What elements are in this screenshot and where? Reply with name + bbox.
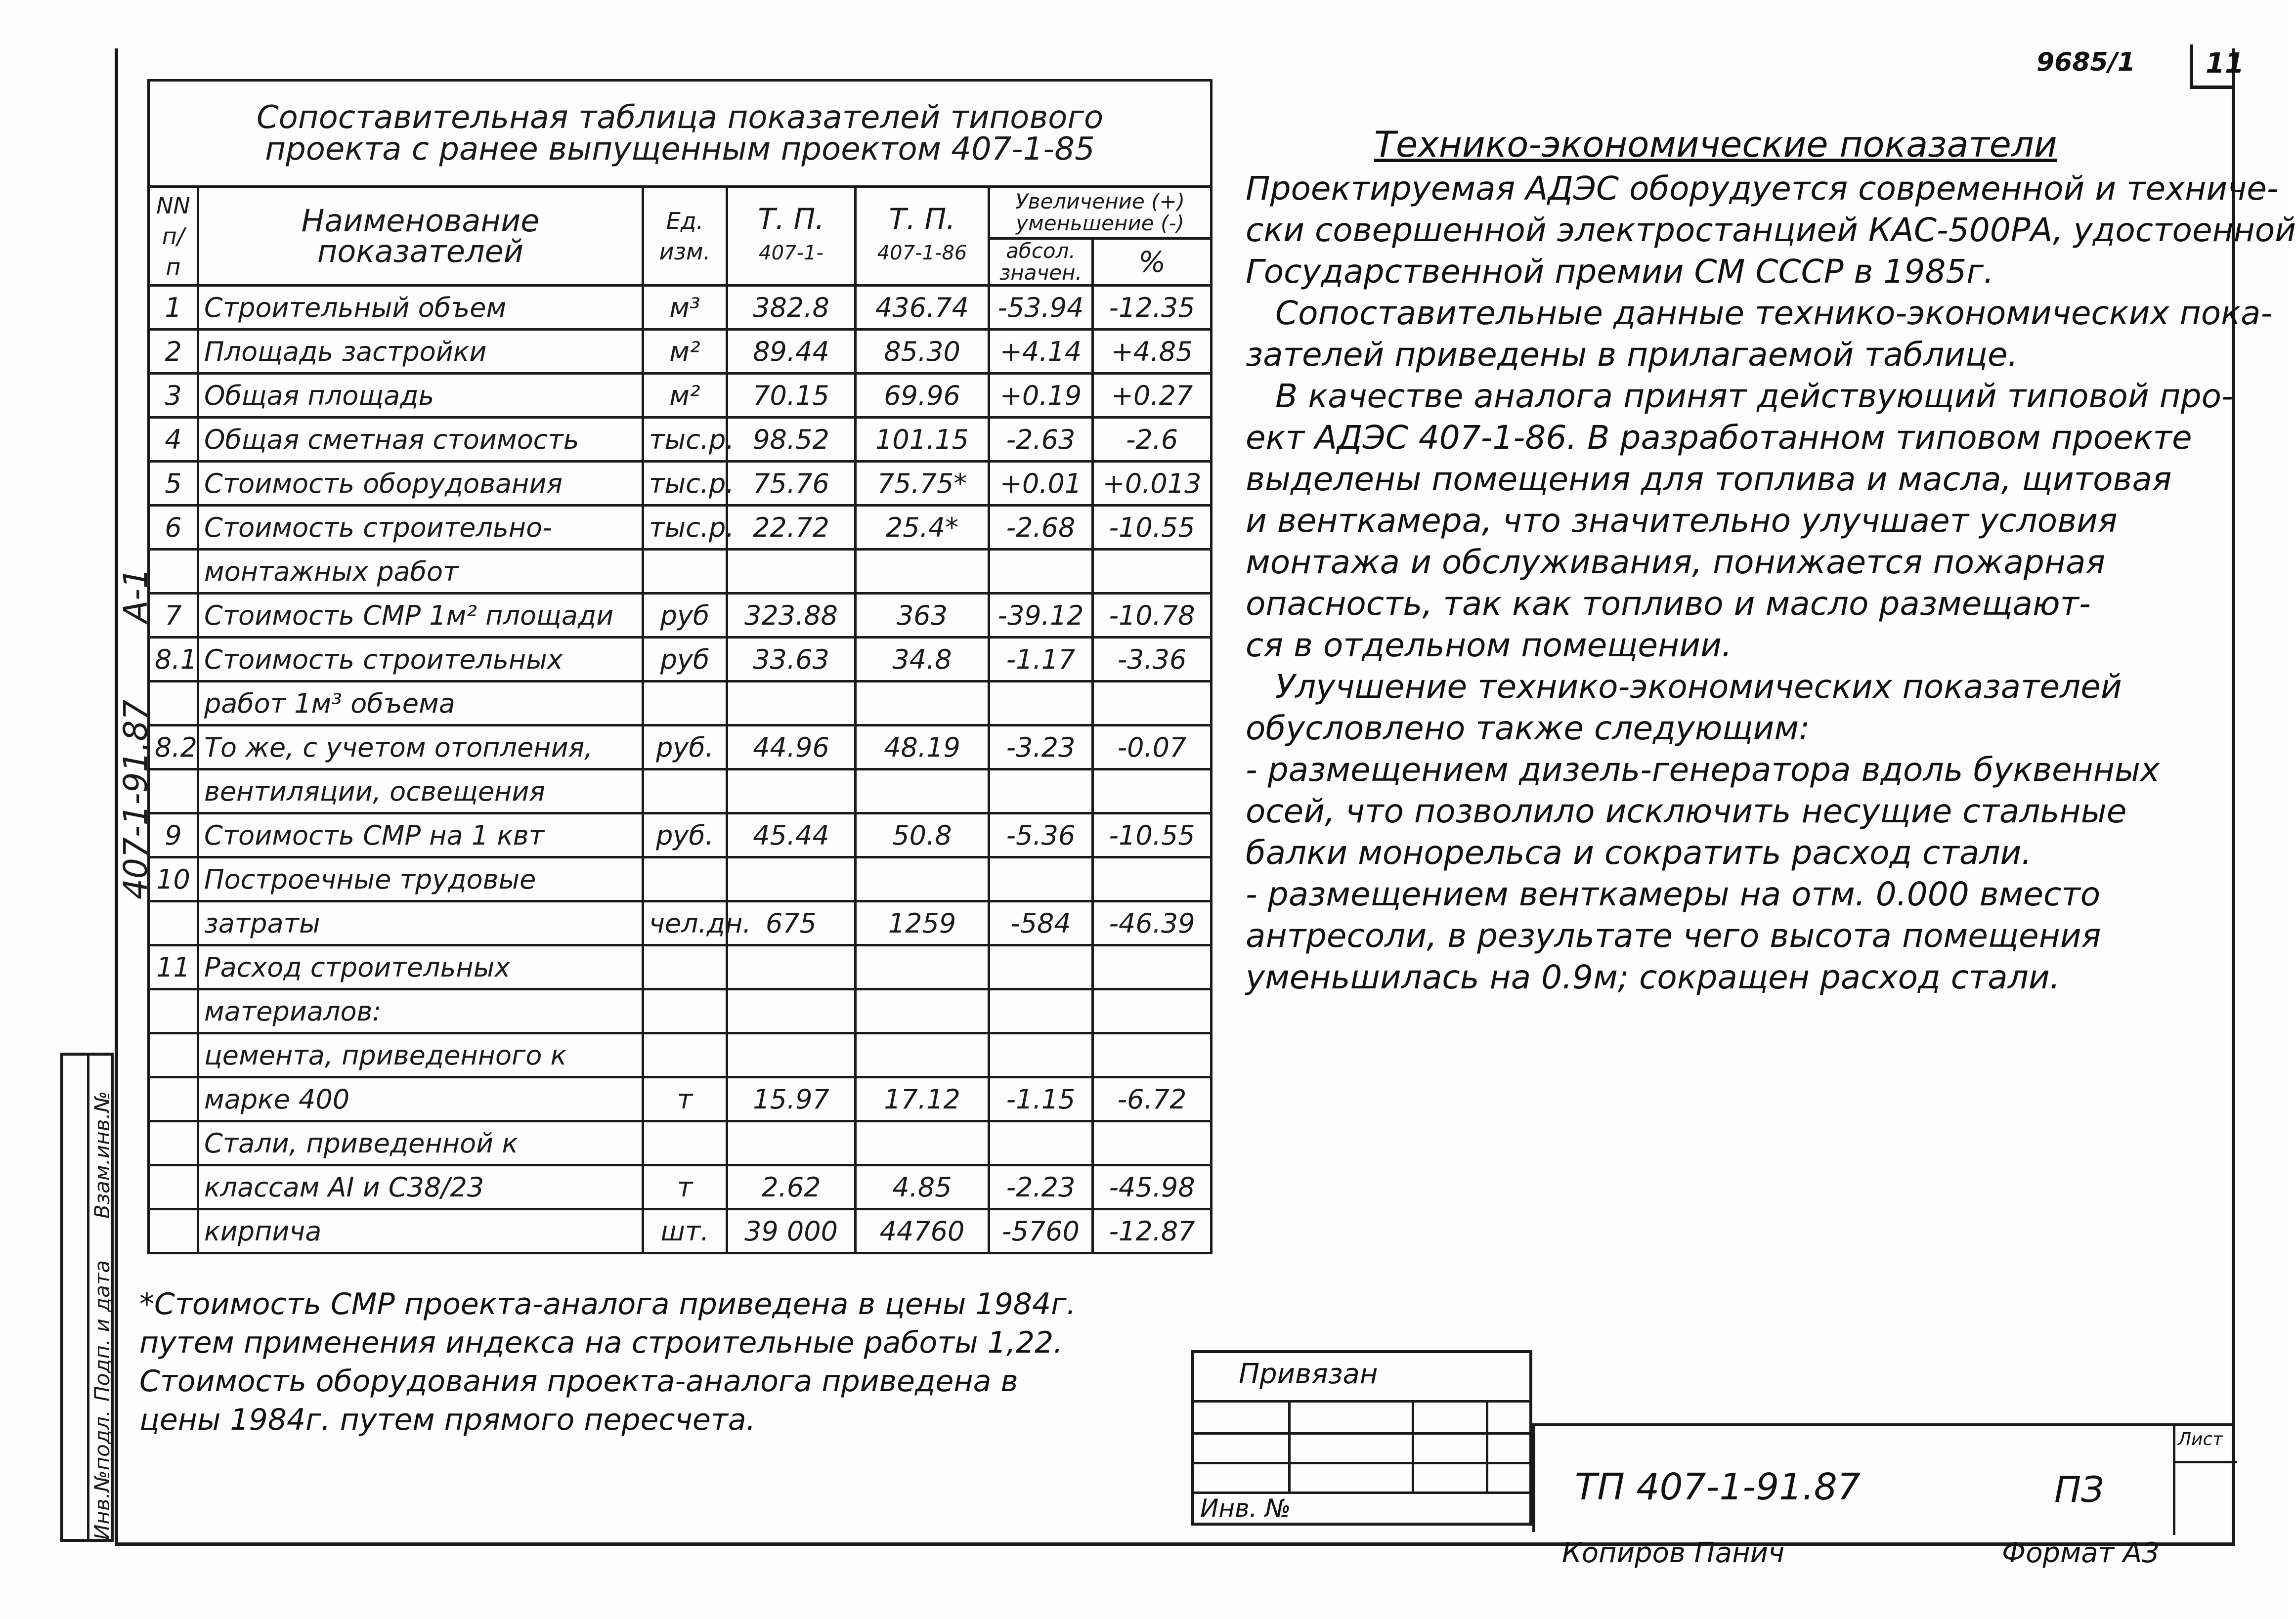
binding-inv-label: Инв. №	[1200, 1494, 1291, 1523]
row-number: 2	[149, 330, 198, 374]
row-name: классам АI и С38/23	[198, 1165, 643, 1209]
row-number	[149, 901, 198, 945]
header-num: NN п/п	[149, 187, 198, 286]
row-number: 8.1	[149, 638, 198, 682]
row-tp1-value: 98.52	[727, 418, 856, 462]
row-abs-change: +0.01	[989, 462, 1093, 506]
table-row	[149, 813, 1212, 857]
row-tp1-value: 382.8	[727, 286, 856, 330]
table-title-line1: Сопоставительная таблица показателей типового	[256, 99, 1104, 136]
table-row	[149, 1121, 1212, 1165]
side-code: 407-1-91.87	[117, 699, 155, 899]
row-tp1-value: 22.72	[727, 506, 856, 550]
row-name: цемента, приведенного к	[198, 1033, 643, 1077]
row-unit: руб	[643, 638, 727, 682]
row-tp2-value	[856, 989, 989, 1033]
side-album: А-1	[117, 568, 155, 623]
row-unit: руб.	[643, 725, 727, 769]
row-number: 10	[149, 857, 198, 901]
row-number	[149, 1121, 198, 1165]
row-name: Стали, приведенной к	[198, 1121, 643, 1165]
row-tp1-value: 45.44	[727, 813, 856, 857]
row-pct-change: +0.013	[1093, 462, 1212, 506]
row-name: марке 400	[198, 1077, 643, 1121]
indicators-line: ся в отдельном помещении.	[1246, 626, 1732, 664]
row-number: 7	[149, 594, 198, 638]
row-pct-change: -2.6	[1093, 418, 1212, 462]
indicators-line: обусловлено также следующим:	[1246, 709, 1810, 747]
row-name: Стоимость строительно-	[198, 506, 643, 550]
row-tp2-value: 101.15	[856, 418, 989, 462]
row-unit: м²	[643, 374, 727, 418]
row-abs-change: +4.14	[989, 330, 1093, 374]
row-number	[149, 682, 198, 725]
table-row	[149, 286, 1212, 330]
footnote-line: путем применения индекса на строительные работы 1,22.	[139, 1325, 1063, 1360]
row-name: кирпича	[198, 1209, 643, 1253]
table-row	[149, 1165, 1212, 1209]
header-tp1-sub: 407-1-	[759, 242, 823, 264]
row-name: Общая площадь	[198, 374, 643, 418]
row-unit	[643, 682, 727, 725]
indicators-line: ски совершенной электростанцией КАС-500РА, удостоенной	[1246, 211, 2296, 249]
row-unit: т	[643, 1077, 727, 1121]
indicators-line: уменьшилась на 0.9м; сокращен расход стали.	[1246, 958, 2060, 996]
row-unit	[643, 989, 727, 1033]
indicators-line: балки монорельса и сократить расход стали.	[1246, 834, 2032, 872]
row-name: работ 1м³ объема	[198, 682, 643, 725]
row-name: Общая сметная стоимость	[198, 418, 643, 462]
copied-by: Копиров Панич	[1562, 1537, 1785, 1569]
row-name: вентиляции, освещения	[198, 769, 643, 813]
table-row	[149, 725, 1212, 769]
row-unit	[643, 1121, 727, 1165]
row-pct-change: -10.55	[1093, 506, 1212, 550]
row-pct-change	[1093, 1121, 1212, 1165]
format-label: Формат А3	[2002, 1537, 2160, 1569]
title-block	[1532, 1423, 2234, 1532]
row-pct-change	[1093, 682, 1212, 725]
strip-sign: Подп. и дата	[90, 1260, 114, 1402]
footnote-line: цены 1984г. путем прямого пересчета.	[139, 1403, 756, 1437]
row-tp1-value: 39 000	[727, 1209, 856, 1253]
row-number: 8.2	[149, 725, 198, 769]
row-name: материалов:	[198, 989, 643, 1033]
row-tp2-value: 50.8	[856, 813, 989, 857]
table-row	[149, 989, 1212, 1033]
corner-code: 9685/1	[2036, 47, 2135, 77]
row-tp1-value: 89.44	[727, 330, 856, 374]
row-name: Стоимость оборудования	[198, 462, 643, 506]
row-abs-change: +0.19	[989, 374, 1093, 418]
indicators-line: и венткамера, что значительно улучшает условия	[1246, 502, 2118, 540]
indicators-line: осей, что позволило исключить несущие стальные	[1246, 792, 2127, 830]
indicators-line: Сопоставительные данные технико-экономических пока-	[1275, 294, 2273, 332]
row-pct-change: -45.98	[1093, 1165, 1212, 1209]
row-pct-change: -12.87	[1093, 1209, 1212, 1253]
indicators-line: Государственной премии СМ СССР в 1985г.	[1246, 253, 1994, 291]
table-row	[149, 1209, 1212, 1253]
row-name: монтажных работ	[198, 550, 643, 594]
row-tp2-value: 75.75*	[856, 462, 989, 506]
comparison-table	[147, 79, 1213, 1254]
header-tp1-label: Т. П.	[758, 202, 824, 236]
indicators-line: - размещением дизель-генератора вдоль буквенных	[1246, 751, 2160, 789]
doc-mark: ПЗ	[2054, 1469, 2104, 1510]
row-unit: м³	[643, 286, 727, 330]
strip-inv: Инв.№подл.	[90, 1409, 114, 1540]
table-row	[149, 901, 1212, 945]
table-row	[149, 1077, 1212, 1121]
row-tp2-value	[856, 550, 989, 594]
row-abs-change: -584	[989, 901, 1093, 945]
indicators-line: ект АДЭС 407-1-86. В разработанном типовом проекте	[1246, 419, 2192, 457]
header-pct: %	[1093, 239, 1212, 286]
row-pct-change	[1093, 857, 1212, 901]
row-number: 11	[149, 945, 198, 989]
table-row	[149, 418, 1212, 462]
header-tp1	[727, 187, 856, 286]
table-row	[149, 945, 1212, 989]
indicators-line: Проектируемая АДЭС оборудуется современной и техниче-	[1246, 170, 2279, 208]
row-tp2-value	[856, 769, 989, 813]
row-number: 4	[149, 418, 198, 462]
row-tp2-value: 25.4*	[856, 506, 989, 550]
row-unit: чел.дн.	[643, 901, 727, 945]
row-unit	[643, 550, 727, 594]
side-stamp-strip	[60, 1053, 114, 1542]
table-row	[149, 682, 1212, 725]
row-tp2-value: 69.96	[856, 374, 989, 418]
row-abs-change: -2.23	[989, 1165, 1093, 1209]
row-tp1-value	[727, 769, 856, 813]
binding-label: Привязан	[1239, 1358, 1378, 1390]
row-unit: тыс.р.	[643, 462, 727, 506]
row-tp1-value: 675	[727, 901, 856, 945]
indicators-line: зателей приведены в прилагаемой таблице.	[1246, 336, 2018, 374]
table-row	[149, 550, 1212, 594]
doc-code: ТП 407-1-91.87	[1575, 1466, 1861, 1508]
indicators-line: Улучшение технико-экономических показателей	[1275, 668, 2122, 706]
table-row	[149, 638, 1212, 682]
row-number	[149, 989, 198, 1033]
row-tp1-value	[727, 550, 856, 594]
row-tp1-value	[727, 682, 856, 725]
row-unit	[643, 945, 727, 989]
table-row	[149, 506, 1212, 550]
row-number: 9	[149, 813, 198, 857]
row-tp1-value: 33.63	[727, 638, 856, 682]
indicators-heading: Технико-экономические показатели	[1374, 124, 2057, 165]
row-abs-change	[989, 989, 1093, 1033]
table-row	[149, 1033, 1212, 1077]
row-tp1-value: 15.97	[727, 1077, 856, 1121]
indicators-line: опасность, так как топливо и масло размещают-	[1246, 585, 2091, 623]
row-number	[149, 550, 198, 594]
row-number	[149, 769, 198, 813]
header-abs: абсол. значен.	[989, 239, 1093, 286]
row-abs-change: -1.17	[989, 638, 1093, 682]
row-abs-change: -5760	[989, 1209, 1093, 1253]
row-name: Стоимость СМР 1м² площади	[198, 594, 643, 638]
header-tp2-label: Т. П.	[889, 202, 955, 236]
row-pct-change: -3.36	[1093, 638, 1212, 682]
sheet-label: Лист	[2178, 1429, 2223, 1449]
table-row	[149, 769, 1212, 813]
row-abs-change: -5.36	[989, 813, 1093, 857]
footnote	[139, 1285, 1076, 1439]
row-tp2-value	[856, 945, 989, 989]
row-unit: тыс.р.	[643, 506, 727, 550]
row-unit: руб.	[643, 813, 727, 857]
row-pct-change	[1093, 550, 1212, 594]
row-pct-change: +4.85	[1093, 330, 1212, 374]
row-number: 1	[149, 286, 198, 330]
row-name: Стоимость строительных	[198, 638, 643, 682]
row-tp1-value: 2.62	[727, 1165, 856, 1209]
row-tp1-value	[727, 857, 856, 901]
sheet-number: 11	[2206, 47, 2244, 80]
row-name: То же, с учетом отопления,	[198, 725, 643, 769]
row-abs-change: -2.63	[989, 418, 1093, 462]
row-abs-change	[989, 550, 1093, 594]
table-title-line2: проекта с ранее выпущенным проектом 407-1-85	[265, 131, 1095, 168]
row-pct-change: -12.35	[1093, 286, 1212, 330]
footnote-line: Стоимость оборудования проекта-аналога приведена в	[139, 1364, 1018, 1399]
row-unit: тыс.р.	[643, 418, 727, 462]
row-pct-change	[1093, 945, 1212, 989]
row-number: 3	[149, 374, 198, 418]
row-number	[149, 1077, 198, 1121]
table-row	[149, 594, 1212, 638]
strip-replace: Взам.инв.№	[90, 1091, 114, 1219]
row-tp2-value	[856, 1121, 989, 1165]
table-row	[149, 857, 1212, 901]
row-abs-change: -3.23	[989, 725, 1093, 769]
row-abs-change	[989, 945, 1093, 989]
indicators-line: В качестве аналога принят действующий типовой про-	[1275, 377, 2233, 415]
row-pct-change	[1093, 769, 1212, 813]
row-number: 5	[149, 462, 198, 506]
row-tp2-value	[856, 857, 989, 901]
row-tp2-value: 48.19	[856, 725, 989, 769]
row-abs-change: -39.12	[989, 594, 1093, 638]
row-unit	[643, 857, 727, 901]
row-tp2-value: 436.74	[856, 286, 989, 330]
row-tp1-value: 323.88	[727, 594, 856, 638]
row-abs-change: -2.68	[989, 506, 1093, 550]
row-tp2-value: 4.85	[856, 1165, 989, 1209]
row-abs-change	[989, 769, 1093, 813]
row-abs-change: -1.15	[989, 1077, 1093, 1121]
row-name: Строительный объем	[198, 286, 643, 330]
indicators-line: монтажа и обслуживания, понижается пожарная	[1246, 543, 2106, 581]
table-row	[149, 330, 1212, 374]
row-pct-change: -10.78	[1093, 594, 1212, 638]
row-tp2-value	[856, 1033, 989, 1077]
row-tp2-value: 85.30	[856, 330, 989, 374]
row-tp1-value	[727, 1121, 856, 1165]
row-tp1-value: 44.96	[727, 725, 856, 769]
row-abs-change	[989, 857, 1093, 901]
table-row	[149, 374, 1212, 418]
row-name: Стоимость СМР на 1 квт	[198, 813, 643, 857]
row-tp2-value: 1259	[856, 901, 989, 945]
row-pct-change: -6.72	[1093, 1077, 1212, 1121]
indicators-line: - размещением венткамеры на отм. 0.000 вместо	[1246, 875, 2101, 913]
row-tp2-value: 17.12	[856, 1077, 989, 1121]
row-pct-change: -10.55	[1093, 813, 1212, 857]
binding-block	[1191, 1350, 1532, 1526]
row-abs-change	[989, 1121, 1093, 1165]
row-pct-change: -46.39	[1093, 901, 1212, 945]
row-name: Расход строительных	[198, 945, 643, 989]
footnote-line: *Стоимость СМР проекта-аналога приведена в цены 1984г.	[139, 1287, 1076, 1321]
row-number	[149, 1033, 198, 1077]
row-tp1-value	[727, 945, 856, 989]
indicators-line: выделены помещения для топлива и масла, щитовая	[1246, 460, 2172, 498]
row-unit: т	[643, 1165, 727, 1209]
row-unit	[643, 1033, 727, 1077]
row-pct-change	[1093, 1033, 1212, 1077]
indicators-line: антресоли, в результате чего высота помещения	[1246, 917, 2101, 955]
header-tp2-sub: 407-1-86	[877, 242, 967, 264]
row-tp1-value	[727, 989, 856, 1033]
row-name: Площадь застройки	[198, 330, 643, 374]
table-title	[149, 81, 1212, 187]
row-name: затраты	[198, 901, 643, 945]
row-number: 6	[149, 506, 198, 550]
row-tp1-value: 70.15	[727, 374, 856, 418]
header-name: Наименование показателей	[198, 187, 643, 286]
row-tp1-value	[727, 1033, 856, 1077]
row-pct-change: +0.27	[1093, 374, 1212, 418]
row-tp2-value	[856, 682, 989, 725]
row-abs-change	[989, 682, 1093, 725]
row-unit: м²	[643, 330, 727, 374]
header-unit: Ед. изм.	[643, 187, 727, 286]
row-unit	[643, 769, 727, 813]
row-tp2-value: 34.8	[856, 638, 989, 682]
header-tp2	[856, 187, 989, 286]
header-change: Увеличение (+) уменьшение (-)	[989, 187, 1212, 239]
row-abs-change: -53.94	[989, 286, 1093, 330]
row-tp1-value: 75.76	[727, 462, 856, 506]
row-unit: руб	[643, 594, 727, 638]
row-number	[149, 1209, 198, 1253]
row-number	[149, 1165, 198, 1209]
row-unit: шт.	[643, 1209, 727, 1253]
row-tp2-value: 44760	[856, 1209, 989, 1253]
row-pct-change	[1093, 989, 1212, 1033]
row-abs-change	[989, 1033, 1093, 1077]
table-row	[149, 462, 1212, 506]
row-name: Построечные трудовые	[198, 857, 643, 901]
row-tp2-value: 363	[856, 594, 989, 638]
row-pct-change: -0.07	[1093, 725, 1212, 769]
